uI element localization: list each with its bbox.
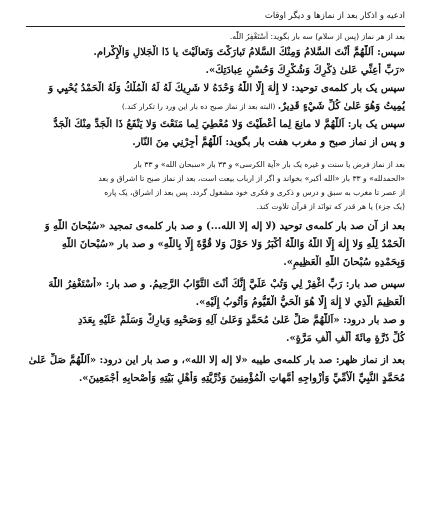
- line-text: (یک جزء) یا هر قدر که توانَد از قرآن تلاوت کند.: [256, 202, 405, 211]
- arabic-text-line: [26, 81, 405, 97]
- arabic-text-line: [26, 117, 405, 133]
- text-line: [26, 173, 405, 184]
- paragraph-gap: [26, 349, 405, 352]
- line-text: يُمِيتُ وَهُوَ عَلىٰ كُلِّ شَيْءٍ قَدِيرٌ.: [277, 101, 405, 112]
- arabic-text-line: [26, 295, 405, 311]
- paragraph-gap: [26, 273, 405, 276]
- line-text: مُحَمَّدٍ النَّبِيِّ الْأُمِّيِّ وَأَزْواجِهِ أُمَّهاتِ الْمُؤْمِنِينَ وَذُرِّيَّتِهِ وَأَهْلِ بَيْتِهِ وَأَصْحابِهِ أَجْمَعِينَ».: [78, 373, 405, 384]
- page-header: ادعیه و اذکار بعد از نمازها و دیگر اوقات: [26, 10, 405, 27]
- text-line: [26, 201, 405, 212]
- line-text: «الحمدلله» و ۳۳ بار «الله أکبر» بخواند و اگر از ارباب بیعت است، بعد از نماز صبح تا اشراق و بعد: [98, 174, 405, 183]
- arabic-text-line: [26, 219, 405, 235]
- text-line: [26, 31, 405, 42]
- arabic-text-line: [26, 63, 405, 79]
- line-text: سپس: اَللّٰهُمَّ أَنْتَ السَّلامُ وَمِنْكَ السَّلامُ تَبارَكْتَ وَتَعالَيْتَ يا ذَا الْجَلالِ وَالْإِكْرام.: [93, 47, 405, 58]
- line-text: بعد از نماز ظهر: صد بار کلمه‌ی طیبه «لا إله إلا الله»، و صد بار این درود: «اَللّٰهُمَّ صَلِّ عَلىٰ: [28, 355, 405, 366]
- text-line: [26, 159, 405, 170]
- line-text: الْعَظِيمَ الَّذِي لا إِلٰهَ إِلَّا هُوَ الْحَيُّ الْقَيُّومُ وَأَتُوبُ إِلَيْهِ».: [195, 297, 405, 308]
- page-body: [26, 31, 405, 387]
- arabic-text-line: [26, 313, 405, 329]
- arabic-text-line: [26, 255, 405, 271]
- line-text: بعد از نماز فرض یا سنت و غیره یک بار «آیة الکرسی» و ۳۳ بار «سبحان الله» و ۳۳ بار: [133, 160, 405, 169]
- line-text: سپس یک بار کلمه‌ی توحید: لا إِلٰهَ إِلَّا اللّٰهُ وَحْدَهُ لا شَرِيكَ لَهُ لَهُ الْمُلْكُ وَلَهُ الْحَمْدُ يُحْيِي وَ: [48, 83, 405, 94]
- line-text: بعد از هر نماز (پس از سلام) سه بار بگوید: أَسْتَغْفِرُ اللّٰه.: [229, 32, 405, 41]
- line-text: از عصر تا مغرب به سبق و درس و ذکری و فکری خود مشغول گردد. پس بعد از اشراق، یک پاره: [104, 188, 405, 197]
- line-text: الْحَمْدُ لِلّٰهِ وَلا إِلٰهَ إِلَّا اللّٰهُ وَاللّٰهُ أَكْبَرُ وَلا حَوْلَ وَلا قُوَّةَ إِلَّا بِاللّٰهِ» و صد بار «سُبْحانَ اللّٰهِ: [61, 239, 405, 250]
- line-text: كُلِّ ذَرَّةٍ مِائَةَ أَلْفِ أَلْفِ مَرَّةٍ».: [285, 333, 405, 344]
- arabic-text-line: [26, 135, 405, 151]
- line-text: و صد بار درود: «اَللّٰهُمَّ صَلِّ عَلىٰ مُحَمَّدٍ وَعَلىٰ آلِهِ وَصَحْبِهِ وَبارِكْ وَسَلِّمْ عَلَيْهِ بِعَدَدِ: [77, 315, 405, 326]
- text-line: [26, 187, 405, 198]
- arabic-text-line: [26, 99, 405, 115]
- arabic-text-line: [26, 331, 405, 347]
- line-note: (البته بعد از نماز صبح ده بار این ورد را تکرار کند.): [121, 102, 278, 111]
- arabic-text-line: [26, 371, 405, 387]
- arabic-text-line: [26, 237, 405, 253]
- line-text: وَبِحَمْدِهِ سُبْحانَ اللّٰهِ الْعَظِيمِ».: [283, 257, 405, 268]
- line-text: «رَبِّ أَعِنِّي عَلىٰ ذِكْرِكَ وَشُكْرِكَ وَحُسْنِ عِبادَتِكَ».: [205, 65, 405, 76]
- line-text: و پس از نماز صبح و مغرب هفت بار بگوید: اَللّٰهُمَّ أَجِرْنِي مِنَ النّار.: [132, 137, 405, 148]
- line-text: بعد از آن صد بار کلمه‌ی توحید (لا إله إلا الله...) و صد بار کلمه‌ی تمجید «سُبْحانَ اللّٰهِ وَ: [44, 221, 405, 232]
- paragraph-gap: [26, 153, 405, 156]
- line-text: سپس یک بار: اَللّٰهُمَّ لا مانِعَ لِما أَعْطَيْتَ وَلا مُعْطِيَ لِما مَنَعْتَ وَلا يَنْفَعُ ذَا الْجَدِّ مِنْكَ الْجَدُّ: [53, 119, 405, 130]
- paragraph-gap: [26, 215, 405, 218]
- arabic-text-line: [26, 353, 405, 369]
- arabic-text-line: [26, 277, 405, 293]
- line-text: سپس صد بار: رَبِّ اغْفِرْ لِي وَتُبْ عَلَيَّ إِنَّكَ أَنْتَ التَّوّابُ الرَّحِيمُ. و صد بار: «أَسْتَغْفِرُ اللّٰهَ: [48, 279, 405, 290]
- arabic-text-line: [26, 45, 405, 61]
